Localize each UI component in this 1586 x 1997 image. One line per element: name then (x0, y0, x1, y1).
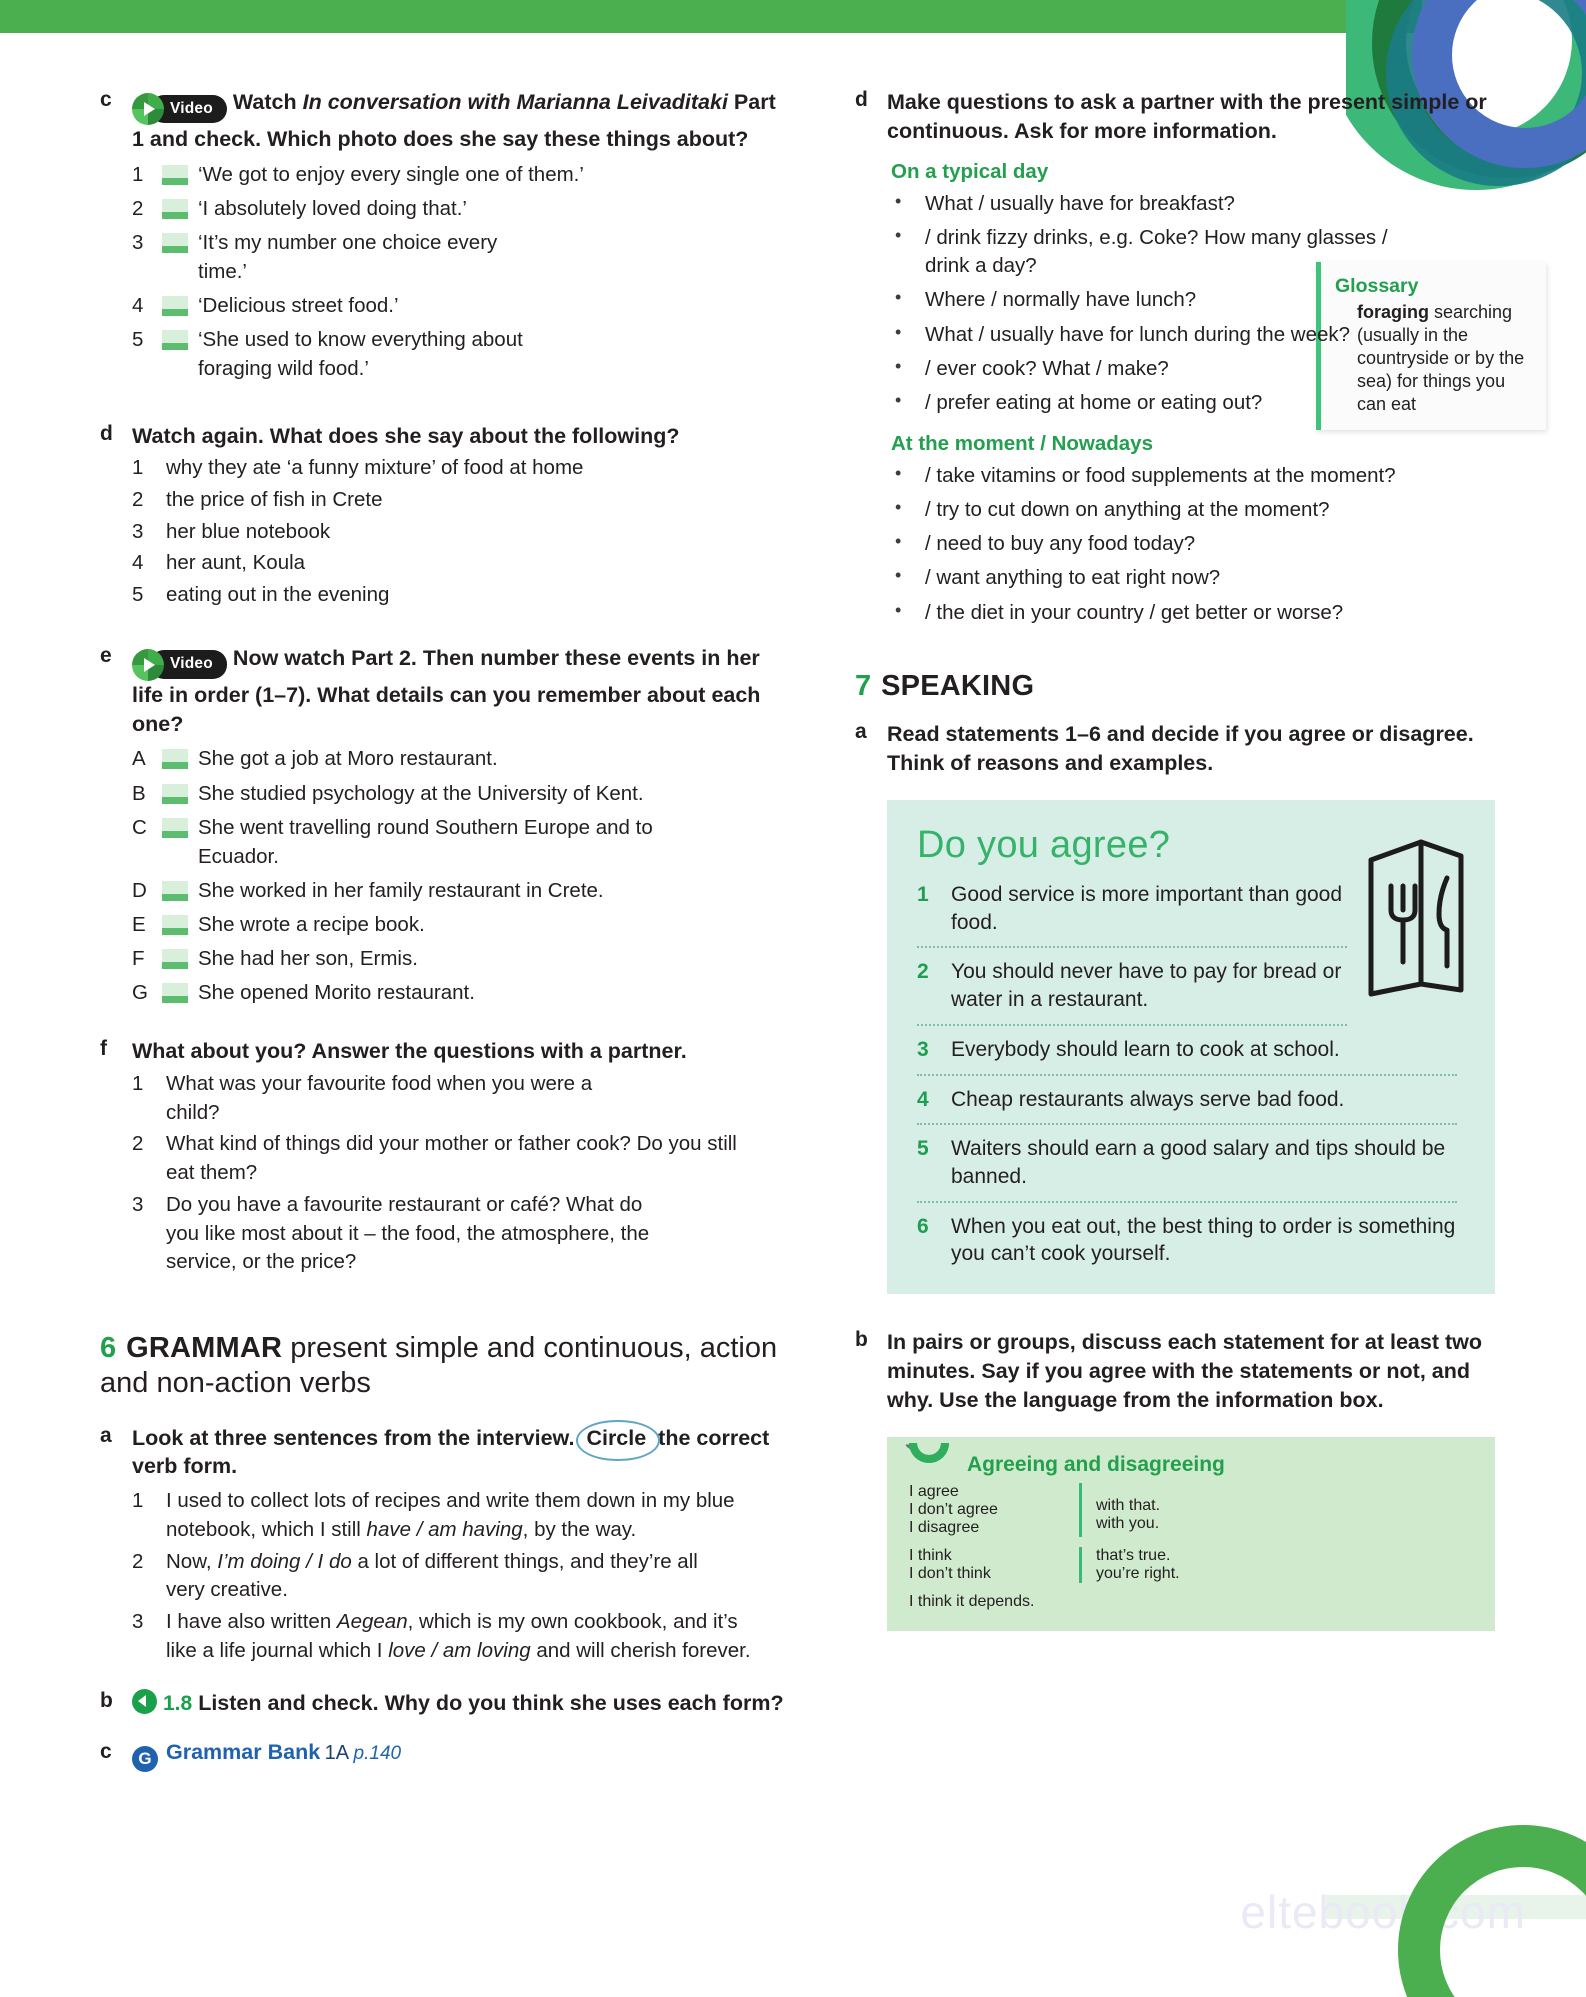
glossary-term: foraging (1357, 301, 1429, 322)
subheading-at-the-moment: At the moment / Nowadays (891, 431, 1153, 455)
section-6-grammar (100, 1331, 790, 1773)
item-number: F (132, 947, 145, 971)
statement-number: 3 (917, 1037, 929, 1061)
exercise-e (100, 644, 790, 1007)
item-text: What was your favourite food when you were a child? (166, 1072, 593, 1124)
list-item[interactable] (132, 194, 790, 223)
audio-track-number: 1.8 (163, 1692, 193, 1716)
item-number: B (132, 781, 146, 805)
page-number: 11 (1540, 1941, 1562, 1963)
item-part2: , by the way. (522, 1517, 637, 1541)
item-text: Where / normally have lunch? (925, 288, 1197, 312)
item-text: ‘I absolutely loved doing that.’ (198, 196, 467, 220)
list-item[interactable] (132, 813, 692, 871)
item-text: / want anything to eat right now? (925, 566, 1221, 590)
list-item (132, 1191, 652, 1277)
item-text: ‘Delicious street food.’ (198, 294, 399, 318)
list-item (917, 1086, 1457, 1126)
item-text: / take vitamins or food supplements at the moment? (925, 463, 1396, 487)
grammar-bank-label: Grammar Bank (166, 1740, 321, 1765)
exercise-letter: b (855, 1328, 868, 1352)
exercise-letter: d (100, 421, 113, 445)
verb-options[interactable]: I’m doing / I do (217, 1549, 352, 1573)
section-subtitle: present simple and continuous, action and non-action verbs (100, 1331, 778, 1400)
answer-box[interactable] (162, 330, 188, 350)
list-item (917, 881, 1347, 948)
verb-options[interactable]: love / am loving (388, 1638, 531, 1662)
list-item (887, 389, 1495, 417)
item-number: 2 (132, 196, 144, 220)
list-item (887, 530, 1495, 558)
grammar-bank-page: p.140 (353, 1743, 402, 1765)
statement-number: 5 (917, 1137, 929, 1161)
list-item (887, 321, 1495, 349)
item-text: What kind of things did your mother or father cook? Do you still eat them? (166, 1132, 737, 1185)
phrase-right-column (1096, 1547, 1180, 1583)
phrase: with you. (1096, 1514, 1160, 1532)
item-number: 1 (132, 1072, 144, 1096)
exercise-6b (100, 1689, 790, 1718)
item-text: ‘She used to know everything about foraging wild food.’ (198, 328, 523, 381)
statement-number: 6 (917, 1214, 929, 1238)
list-item (887, 190, 1495, 218)
item-text: the price of fish in Crete (166, 488, 383, 512)
item-text: She worked in her family restaurant in Crete. (198, 878, 604, 902)
phrase-right-column (1096, 1483, 1160, 1537)
exercise-d-instruction: Watch again. What does she say about the following? (132, 423, 680, 448)
item-text: ‘We got to enjoy every single one of them.’ (198, 162, 584, 186)
phrase: with that. (1096, 1496, 1161, 1514)
item-number: 1 (132, 456, 144, 480)
item-number: E (132, 912, 146, 936)
lead-post: the correct verb form. (132, 1425, 770, 1479)
phrase: I agree (909, 1482, 959, 1500)
top-green-bar (0, 0, 1422, 33)
statement-number: 1 (917, 882, 929, 906)
video-icon[interactable] (132, 93, 227, 125)
circled-word-annotation: Circle (580, 1424, 652, 1453)
item-number: 2 (132, 488, 144, 512)
item-part2: , which is my own cookbook, and it’s like a life journal which I (166, 1609, 738, 1662)
answer-box[interactable] (162, 915, 188, 935)
exercise-f-instruction: What about you? Answer the questions with a partner. (132, 1039, 687, 1064)
exercise-d-left (100, 422, 790, 610)
agreeing-disagreeing-box (887, 1437, 1495, 1631)
list-item (887, 355, 1495, 383)
exercise-6a-instruction (132, 1424, 790, 1482)
item-text: / need to buy any food today? (925, 532, 1196, 556)
agreeing-box-heading: Agreeing and disagreeing (967, 1452, 1225, 1476)
video-label: Video (150, 650, 227, 679)
section-name: GRAMMAR (126, 1331, 283, 1364)
statement-text: Good service is more important than good food. (951, 882, 1343, 934)
list-item (887, 564, 1495, 592)
section-heading (100, 1331, 790, 1402)
item-text: She went travelling round Southern Europe and to Ecuador. (198, 815, 653, 868)
list-item (132, 454, 790, 483)
item-part3: and will cherish forever. (530, 1638, 751, 1662)
at-the-moment-questions (887, 462, 1495, 627)
page-corner-circle (1398, 1825, 1586, 1997)
item-part1: I used to collect lots of recipes and write them down in my blue notebook, which I still (166, 1489, 735, 1541)
subheading-typical-day: On a typical day (891, 159, 1049, 183)
section-7-speaking (855, 669, 1495, 1631)
list-item (887, 462, 1427, 490)
item-number: G (132, 981, 148, 1005)
exercise-6a-list (132, 1487, 790, 1665)
answer-box[interactable] (162, 818, 188, 838)
answer-box[interactable] (162, 949, 188, 969)
item-text: She wrote a recipe book. (198, 912, 425, 936)
exercise-letter: b (100, 1689, 113, 1713)
answer-box[interactable] (162, 199, 188, 219)
speech-bubble-icon (901, 1441, 957, 1487)
phrase: I disagree (909, 1518, 980, 1536)
item-text: / ever cook? What / make? (925, 357, 1169, 380)
statement-text: When you eat out, the best thing to order is something you can’t cook yourself. (951, 1214, 1456, 1266)
answer-box[interactable] (162, 983, 188, 1003)
item-number: 3 (132, 519, 144, 543)
item-text: her blue notebook (166, 519, 331, 543)
grammar-bank-badge-icon: G (132, 1746, 158, 1772)
item-text: / prefer eating at home or eating out? (925, 391, 1263, 415)
exercise-d-instruction: Make questions to ask a partner with the present simple or continuous. Ask for more information. (887, 90, 1487, 143)
list-item (887, 286, 1495, 314)
item-text: why they ate ‘a funny mixture’ of food at home (166, 456, 584, 480)
item-part2: a lot of different things, and they’re all very creative. (166, 1549, 698, 1602)
lead-text: Listen and check. Why do you think she uses each form? (198, 1691, 784, 1716)
item-number: 1 (132, 1489, 144, 1513)
list-item[interactable] (132, 978, 790, 1007)
item-text: What / usually have for breakfast? (925, 191, 1235, 215)
exercise-letter: c (100, 1740, 112, 1764)
item-text: / drink fizzy drinks, e.g. Coke? How many glasses / drink a day? (925, 225, 1388, 278)
exercise-letter: a (855, 720, 867, 744)
exercise-c-instruction (132, 88, 790, 154)
item-text: Do you have a favourite restaurant or café? What do you like most about it – the food, the atmosphere, the service, or the price? (166, 1192, 650, 1274)
item-part1: I have also written (166, 1609, 337, 1633)
list-item[interactable] (132, 228, 502, 286)
audio-icon[interactable] (132, 1689, 157, 1714)
answer-box[interactable] (162, 784, 188, 804)
menu-card-icon (1361, 838, 1469, 998)
exercise-c (100, 88, 790, 384)
list-item (132, 486, 790, 515)
list-item (917, 958, 1347, 1025)
list-item (132, 1130, 762, 1187)
list-item[interactable] (132, 744, 790, 773)
phrase-left-column (909, 1483, 1079, 1537)
exercise-d-right (855, 88, 1495, 627)
list-item (132, 1608, 772, 1665)
section-heading (855, 669, 1495, 704)
glossary-title: Glossary (1335, 275, 1419, 297)
item-text: What / usually have for lunch during the week? (925, 322, 1351, 346)
answer-box[interactable] (162, 233, 188, 253)
list-item[interactable] (132, 291, 790, 320)
exercise-6a (100, 1424, 790, 1666)
item-number: 5 (132, 328, 144, 352)
answer-box[interactable] (162, 165, 188, 185)
exercise-7a-instruction: Read statements 1–6 and decide if you agree or disagree. Think of reasons and examples. (887, 722, 1474, 776)
exercise-letter: a (100, 1423, 112, 1447)
item-text: / try to cut down on anything at the moment? (925, 497, 1330, 521)
list-item (887, 224, 1407, 281)
do-you-agree-box (887, 800, 1495, 1294)
item-number: D (132, 878, 147, 902)
exercise-letter: d (855, 88, 868, 111)
item-number: 2 (132, 1549, 144, 1573)
statement-text: You should never have to pay for bread or water in a restaurant. (951, 960, 1342, 1012)
item-number: 3 (132, 1192, 144, 1216)
list-item[interactable] (132, 876, 790, 905)
exercise-7b-instruction: In pairs or groups, discuss each statement for at least two minutes. Say if you agree with the statements or not, and why. Use the language from the information box. (887, 1330, 1482, 1412)
phrase-last-line: I think it depends. (909, 1592, 1035, 1610)
exercise-d-list (132, 454, 790, 609)
exercise-6b-instruction (132, 1689, 790, 1718)
lead-italic-title: In conversation with Marianna Leivaditaki (302, 90, 728, 114)
statement-number: 4 (917, 1087, 929, 1111)
answer-box[interactable] (162, 296, 188, 316)
list-item (887, 599, 1495, 627)
column-divider (1079, 1547, 1082, 1583)
list-item[interactable] (132, 944, 790, 973)
list-item[interactable] (132, 160, 790, 189)
exercise-letter: e (100, 643, 112, 667)
column-divider (1079, 1483, 1082, 1537)
phrase-left-column (909, 1547, 1079, 1583)
item-text: eating out in the evening (166, 583, 390, 607)
verb-options[interactable]: have / am having (366, 1517, 523, 1541)
list-item (132, 549, 790, 578)
list-item[interactable] (132, 779, 790, 808)
answer-box[interactable] (162, 749, 188, 769)
answer-box[interactable] (162, 881, 188, 901)
item-number: 4 (132, 294, 144, 318)
section-number: 7 (855, 669, 872, 702)
grammar-bank-ref: 1A (324, 1742, 350, 1765)
exercise-c-list (132, 160, 790, 384)
phrase: I don’t think (909, 1564, 991, 1582)
item-text: She had her son, Ermis. (198, 947, 418, 971)
list-item (887, 496, 1495, 524)
lead-post: Part 1 and check. Which photo does she say these things about? (132, 90, 776, 151)
table-row (909, 1547, 1473, 1583)
phrase: you’re right. (1096, 1564, 1180, 1582)
exercise-letter: c (100, 88, 112, 111)
right-column (855, 88, 1495, 1653)
list-item (132, 518, 790, 547)
item-number: 3 (132, 231, 144, 255)
glossary-definition: searching (usually in the countryside or by the sea) for things you can eat (1357, 301, 1525, 415)
section-number: 6 (100, 1331, 117, 1364)
lead-pre: Look at three sentences from the interview. (132, 1425, 581, 1450)
item-text: her aunt, Koula (166, 551, 306, 575)
phrase: I don’t agree (909, 1500, 998, 1518)
watermark-text: eltebook.com (1240, 1886, 1526, 1938)
table-row (909, 1483, 1473, 1537)
item-number: 3 (132, 1609, 144, 1633)
video-icon[interactable] (132, 649, 227, 681)
list-item (132, 1070, 612, 1127)
item-number: 2 (132, 1132, 144, 1156)
video-label: Video (150, 95, 227, 124)
book-title: Aegean (336, 1609, 408, 1633)
exercise-f-list (132, 1070, 790, 1277)
lead-text: Now watch Part 2. Then number these events in her life in order (1–7). What details can you remember about each one? (132, 645, 761, 736)
exercise-7a (855, 720, 1495, 778)
item-text: She opened Morito restaurant. (198, 981, 475, 1005)
item-number: 5 (132, 583, 144, 607)
exercise-6c (100, 1740, 790, 1772)
item-text: She got a job at Moro restaurant. (198, 747, 498, 771)
list-item[interactable] (132, 325, 552, 383)
statement-text: Cheap restaurants always serve bad food. (951, 1087, 1345, 1111)
item-text: She studied psychology at the University of Kent. (198, 781, 644, 805)
phrase: that’s true. (1096, 1546, 1171, 1564)
list-item (917, 1213, 1457, 1268)
left-column (100, 88, 790, 1794)
item-text: ‘It’s my number one choice every time.’ (198, 231, 498, 284)
item-number: 1 (132, 162, 144, 186)
statement-text: Waiters should earn a good salary and tips should be banned. (951, 1137, 1446, 1188)
list-item (132, 1548, 732, 1605)
typical-day-questions (887, 190, 1495, 418)
exercise-f (100, 1037, 790, 1277)
item-text: / the diet in your country / get better or worse? (925, 600, 1344, 624)
exercise-e-list (132, 744, 790, 1007)
phrase-table (909, 1483, 1473, 1611)
exercise-7b (855, 1328, 1495, 1414)
section-name: SPEAKING (881, 669, 1035, 702)
list-item (917, 1036, 1457, 1076)
item-number: C (132, 815, 147, 839)
list-item (132, 581, 790, 610)
item-number: 4 (132, 551, 144, 575)
exercise-letter: f (100, 1037, 107, 1061)
agree-box-title: Do you agree? (917, 823, 1171, 866)
grammar-bank-link[interactable] (132, 1740, 790, 1772)
list-item[interactable] (132, 910, 790, 939)
list-item (917, 1135, 1457, 1202)
statement-text: Everybody should learn to cook at school. (951, 1037, 1340, 1061)
item-number: A (132, 747, 146, 771)
phrase: I think (909, 1546, 952, 1564)
statement-number: 2 (917, 960, 929, 984)
exercise-e-instruction (132, 644, 790, 739)
item-part1: Now, (166, 1549, 218, 1573)
lead-pre: Watch (232, 90, 303, 114)
list-item (132, 1487, 772, 1544)
